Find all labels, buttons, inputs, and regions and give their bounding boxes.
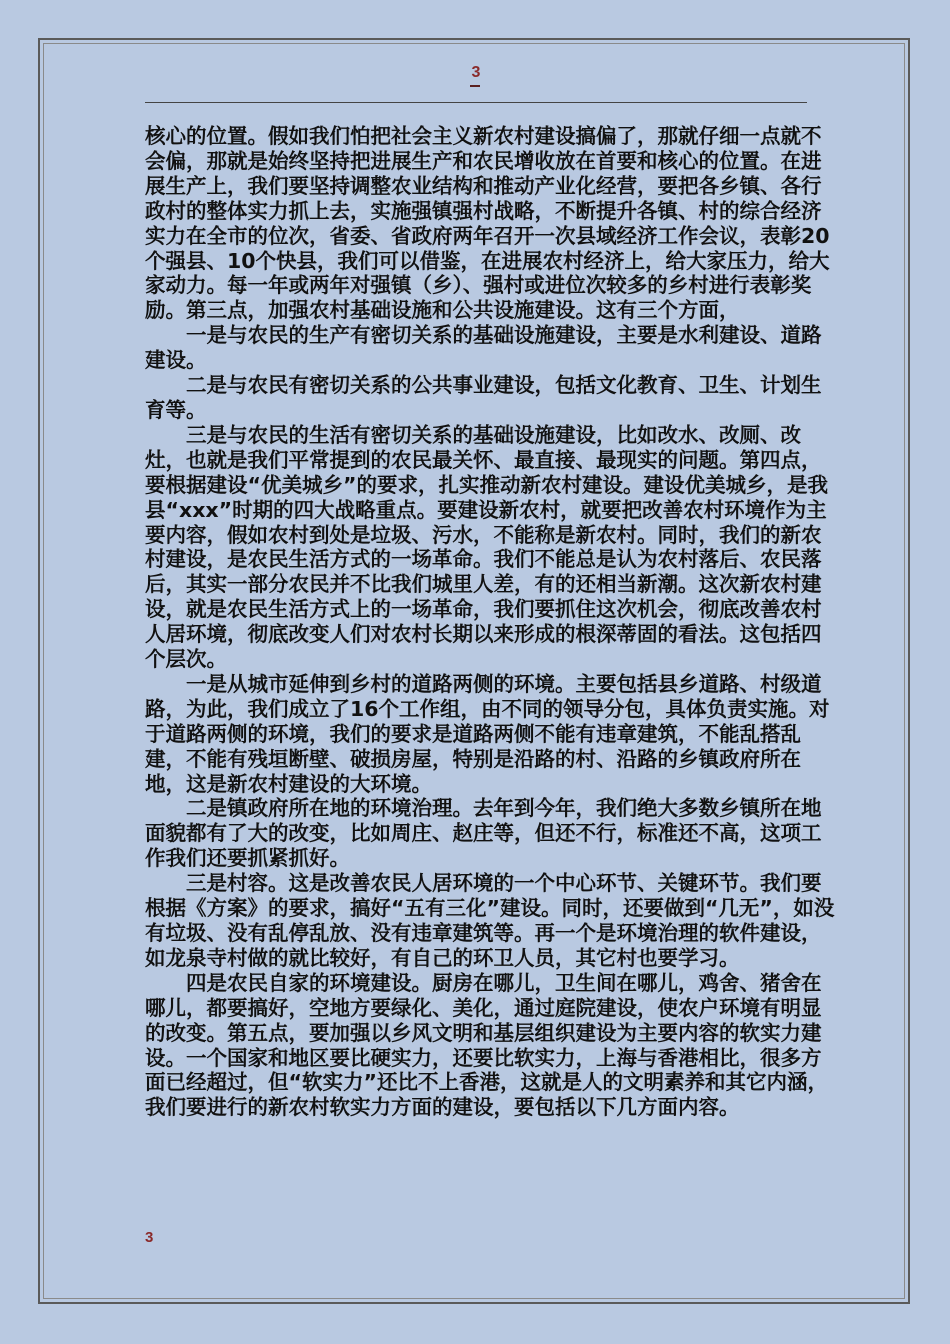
- paragraph: 二是与农民有密切关系的公共事业建设，包括文化教育、卫生、计划生育等。: [145, 373, 822, 422]
- document-body: [145, 124, 835, 1120]
- paragraph: 核心的位置。假如我们怕把社会主义新农村建设搞偏了，那就仔细一点就不会偏，那就是始终坚持把进展生产和农民增收放在首要和核心的位置。在进展生产上，我们要坚持调整农业结构和推动产业化经营，要把各乡镇、各行政村的整体实力抓上去，实施强镇强村战略，不断提升各镇、村的综合经济实力在全市的位次，省委、省政府两年召开一次县域经济工作会议，表彰20个强县、10个快县，我们可以借鉴，在进展农村经济上，给大家压力，给大家动力。每一年或两年对强镇（乡）、强村或进位次较多的乡村进行表彰奖励。第三点，加强农村基础设施和公共设施建设。这有三个方面，: [145, 124, 830, 323]
- paragraph: 三是村容。这是改善农民人居环境的一个中心环节、关键环节。我们要根据《方案》的要求，搞好“五有三化”建设。同时，还要做到“几无”，如没有垃圾、没有乱停乱放、没有违章建筑等。再一个是环境治理的软件建设，如龙泉寺村做的就比较好，有自己的环卫人员，其它村也要学习。: [145, 871, 835, 970]
- paragraph: 三是与农民的生活有密切关系的基础设施建设，比如改水、改厕、改灶，也就是我们平常提到的农民最关怀、最直接、最现实的问题。第四点，要根据建设“优美城乡”的要求，扎实推动新农村建设。建设优美城乡，是我县“xxx”时期的四大战略重点。要建设新农村，就要把改善农村环境作为主要内容，假如农村到处是垃圾、污水，不能称是新农村。同时，我们的新农村建设，是农民生活方式的一场革命。我们不能总是认为农村落后、农民落后，其实一部分农民并不比我们城里人差，有的还相当新潮。这次新农村建设，就是农民生活方式上的一场革命，我们要抓住这次机会，彻底改善农村人居环境，彻底改变人们对农村长期以来形成的根深蒂固的看法。这包括四个层次。: [145, 422, 828, 672]
- paragraph: 一是从城市延伸到乡村的道路两侧的环境。主要包括县乡道路、村级道路，为此，我们成立了16个工作组，由不同的领导分包，具体负责实施。对于道路两侧的环境，我们的要求是道路两侧不能有违章建筑，不能乱搭乱建，不能有残垣断壁、破损房屋，特别是沿路的村、沿路的乡镇政府所在地，这是新农村建设的大环境。: [145, 671, 830, 796]
- header-page-number-underline: [470, 85, 480, 87]
- header-page-number: 3: [471, 64, 481, 81]
- header-rule: [145, 102, 807, 103]
- paragraph: 二是镇政府所在地的环境治理。去年到今年，我们绝大多数乡镇所在地面貌都有了大的改变，比如周庄、赵庄等，但还不行，标准还不高，这项工作我们还要抓紧抓好。: [145, 796, 822, 871]
- paragraph: 一是与农民的生产有密切关系的基础设施建设，主要是水利建设、道路建设。: [145, 323, 822, 373]
- footer-page-number: 3: [145, 1229, 154, 1246]
- paragraph: 四是农民自家的环境建设。厨房在哪儿，卫生间在哪儿，鸡舍、猪舍在哪儿，都要搞好，空地方要绿化、美化，通过庭院建设，使农户环境有明显的改变。第五点，要加强以乡风文明和基层组织建设为主要内容的软实力建设。一个国家和地区要比硬实力，还要比软实力，上海与香港相比，很多方面已经超过，但“软实力”还比不上香港，这就是人的文明素养和其它内涵，我们要进行的新农村软实力方面的建设，要包括以下几方面内容。: [145, 970, 828, 1120]
